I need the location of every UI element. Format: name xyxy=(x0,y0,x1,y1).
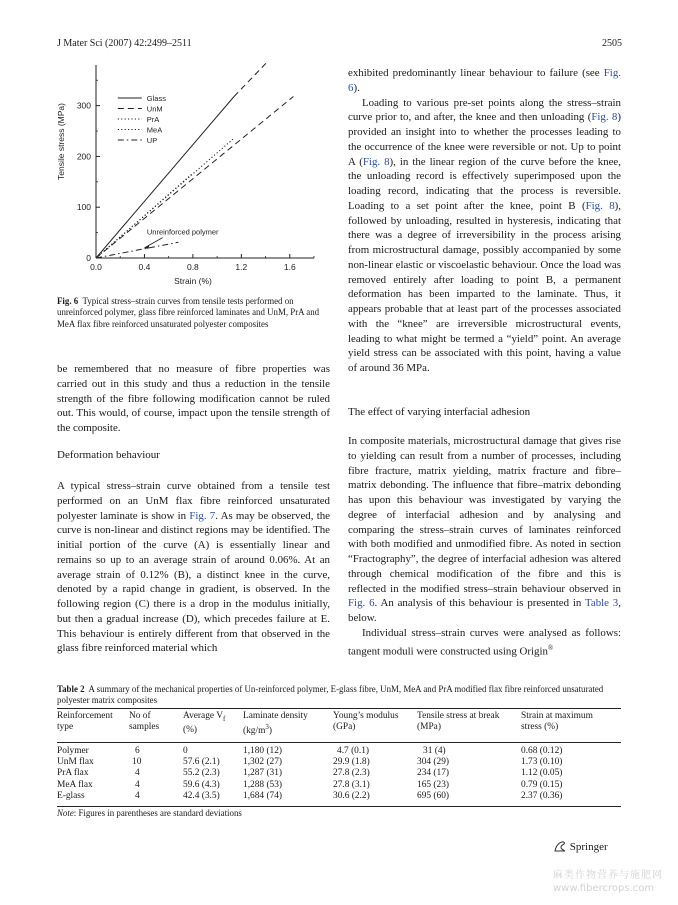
table-row: MeA flax 4 59.6 (4.3) 1,288 (53) 27.8 (3.1) 165 (23) 0.79 (0.15) xyxy=(57,779,563,790)
figure-6-caption-label: Fig. 6 xyxy=(57,296,79,306)
table-header-cell: Reinforcement type xyxy=(57,711,113,733)
right-para-4-text: Individual stress–strain curves were analysed as follows: tangent moduli were constructed using Origin xyxy=(348,626,621,658)
x-axis-label: Strain (%) xyxy=(174,276,212,286)
y-tick-label: 200 xyxy=(76,151,91,162)
legend-label: UP xyxy=(146,136,158,146)
right-para-3 xyxy=(348,434,621,626)
right-para-1-text-a: exhibited predominantly linear behaviour to failure (see xyxy=(348,67,604,79)
left-para-2 xyxy=(57,479,330,656)
right-para-3-text-b: . An analysis of this behaviour is presented in xyxy=(374,597,585,610)
fig-8-link[interactable]: Fig. 8 xyxy=(585,199,615,212)
legend-label: MeA xyxy=(146,125,163,135)
legend-label: Glass xyxy=(146,94,166,104)
series-line-up xyxy=(96,242,178,258)
table-note-label: Note xyxy=(57,808,74,818)
springer-logo xyxy=(553,840,608,853)
table-header-cell: Laminate density $(kg/m^3)$ xyxy=(243,711,308,737)
chart-legend xyxy=(118,94,166,145)
table-2 xyxy=(57,711,621,807)
figure-6-chart xyxy=(52,60,330,292)
table-header-row xyxy=(57,711,621,738)
series-line-glass xyxy=(234,62,267,96)
x-tick-label: 1.2 xyxy=(235,262,248,272)
table-row: E-glass 4 42.4 (3.5) 1,684 (74) 30.6 (2.2) 695 (60) 2.37 (0.36) xyxy=(57,790,563,801)
fig-6-link[interactable]: Fig. 6 xyxy=(348,67,621,94)
y-tick-label: 300 xyxy=(76,100,91,111)
fig-6-link[interactable]: Fig. 6 xyxy=(348,597,375,610)
watermark-cn: 麻类作物营养与施肥网 xyxy=(553,870,663,881)
left-para-1: be remembered that no measure of fibre properties was carried out in this study and thus a reduction in the tensile strength of the fibre following modification cannot be ruled out. This would, of course, impact upon the tensile strength of the composite. xyxy=(57,363,330,434)
fig-8-link[interactable]: Fig. 8 xyxy=(362,155,390,168)
legend-label: UnM xyxy=(146,104,163,114)
section-heading-adhesion: The effect of varying interfacial adhesion xyxy=(348,406,531,418)
table-header-cell: Strain at maximum stress (%) xyxy=(521,711,593,733)
right-para-4: Individual stress–strain curves were analysed as follows: tangent moduli were constructed using Origin® xyxy=(348,626,621,658)
right-para-2 xyxy=(348,96,621,376)
right-para-2-text-c: ), in the linear region of the curve before the knee, the unloading record is effectively superimposed upon the loading record, indicating that the process is reversible. Loading to a set point after the knee, point B ( xyxy=(348,155,621,212)
right-text-block xyxy=(348,66,621,376)
springer-horse-icon xyxy=(553,840,567,852)
annotation-unreinforced-polymer: Unreinforced polymer xyxy=(146,227,219,237)
journal-header: J Mater Sci (2007) 42:2499–2511 xyxy=(57,38,192,49)
table-note-text: : Figures in parentheses are standard deviations xyxy=(73,808,242,818)
left-para-2-text-a: A typical stress–strain curve obtained from a tensile test performed on an UnM flax fibre reinforced unsaturated polyester laminate is show in xyxy=(57,480,330,522)
left-para-2-text-b: . As may be observed, the curve is non-linear and distinct regions may be identified. The initial portion of the curve (A) is essentially linear and remains so up to an average strain of around 0.06%. At an average strain of 0.12% (B), a distinct knee in the curve, denoted by a rapid change in gradient, is observed. In the following region (C) there is a drop in the modulus initially, but then a gradual increase (D), which precedes failure at E. This behaviour is entirely different from that observed in the glass fibre reinforced material which xyxy=(57,509,331,655)
page-number: 2505 xyxy=(602,38,622,49)
section-heading-deformation: Deformation behaviour xyxy=(57,449,160,461)
table-row: UnM flax 10 57.6 (2.1) 1,302 (27) 29.9 (1.8) 304 (29) 1.73 (0.10) xyxy=(57,757,563,768)
table-top-rule xyxy=(57,708,621,709)
right-para-1 xyxy=(348,66,621,96)
series-line-mea xyxy=(96,174,192,258)
legend-label: PrA xyxy=(146,115,160,125)
x-tick-label: 1.6 xyxy=(283,262,296,272)
right-para-1-text-b: ). xyxy=(353,81,360,94)
table-row: Polymer 6 0 1,180 (12) 4.7 (0.1) 31 (4) 0.68 (0.12) xyxy=(57,745,563,756)
right-para-3-text-c: , below. xyxy=(348,597,621,624)
right-para-2-text-a: Loading to various pre-set points along the stress–strain curve prior to, and after, the knee and then unloading ( xyxy=(348,96,621,124)
x-tick-label: 0.0 xyxy=(90,262,102,272)
table-2-caption xyxy=(57,684,621,707)
table-2-caption-text: A summary of the mechanical properties of Un-reinforced polymer, E-glass fibre, UnM, MeA and PrA modified flax fibre reinforced unsaturated polyester matrix composites xyxy=(57,684,604,706)
figure-6-caption xyxy=(57,296,330,330)
table-header-cell: Young’s modulus (GPa) xyxy=(333,711,399,733)
fig-7-link[interactable]: Fig. 7 xyxy=(189,509,216,522)
table-header-cell: Tensile stress at break (MPa) xyxy=(417,711,500,733)
table-row: PrA flax 4 55.2 (2.3) 1,287 (31) 27.8 (2.3) 234 (17) 1.12 (0.05) xyxy=(57,768,563,779)
figure-6-caption-text: Typical stress–strain curves from tensile tests performed on unreinforced polymer, glass fibre reinforced laminates and UnM, PrA and MeA flax fibre reinforced unsaturated polyester composites xyxy=(57,296,320,329)
watermark-url: www.fibercrops.com xyxy=(553,883,655,894)
table-3-link[interactable]: Table 3 xyxy=(584,597,619,610)
table-2-caption-label: Table 2 xyxy=(57,684,85,694)
table-header-cell: No of samples xyxy=(129,711,160,733)
springer-wordmark: Springer xyxy=(569,841,608,853)
table-header-cell: Average $V_f$ (%) xyxy=(183,711,226,736)
y-tick-label: 100 xyxy=(76,202,91,213)
table-2-note xyxy=(57,808,242,819)
fig-8-link[interactable]: Fig. 8 xyxy=(591,111,618,124)
y-axis-label: Tensile stress (MPa) xyxy=(56,103,66,180)
right-para-3-text-a: In composite materials, microstructural damage that gives rise to yielding can result from a number of processes, including fibre fracture, matrix yielding, matrix fracture and fibre–matrix debonding. The influence that fibre–matrix debonding has upon this behaviour was investigated by varying the degree of interfacial adhesion and by analysing and comparing the stress–strain curves of laminates reinforced with both modified and unmodified fibre. As noted in section “Fractography”, the degree of interfacial adhesion was altered through chemical modification of the fibre and this is reflected in the modified stress–strain behaviour observed in xyxy=(348,435,621,595)
right-para-2-text-b: ) provided an insight into to whether the processes leading to the occurrence of the knee were reversible or not. Up to point A ( xyxy=(348,111,621,168)
x-tick-label: 0.8 xyxy=(186,262,199,272)
x-tick-label: 0.4 xyxy=(138,262,151,272)
y-tick-label: 0 xyxy=(86,253,91,263)
right-para-2-text-d: ), followed by unloading, resulted in hysteresis, indicating that there was a degree of irreversibility in the process arising from microstructural damage, possibly accompanied by some non-linear elastic or viscoelastic behaviour. Once the load was removed entirely after loading to point B, a permanent deformation has been imparted to the laminate. Thus, it appears probable that at least part of the processes associated with the “knee” are irreversible microstructural events, leading to what might be termed a “yield” point. An average yield stress can be associated with this point, having a value of around 36 MPa. xyxy=(348,199,622,374)
right-text-block-2 xyxy=(348,434,621,659)
